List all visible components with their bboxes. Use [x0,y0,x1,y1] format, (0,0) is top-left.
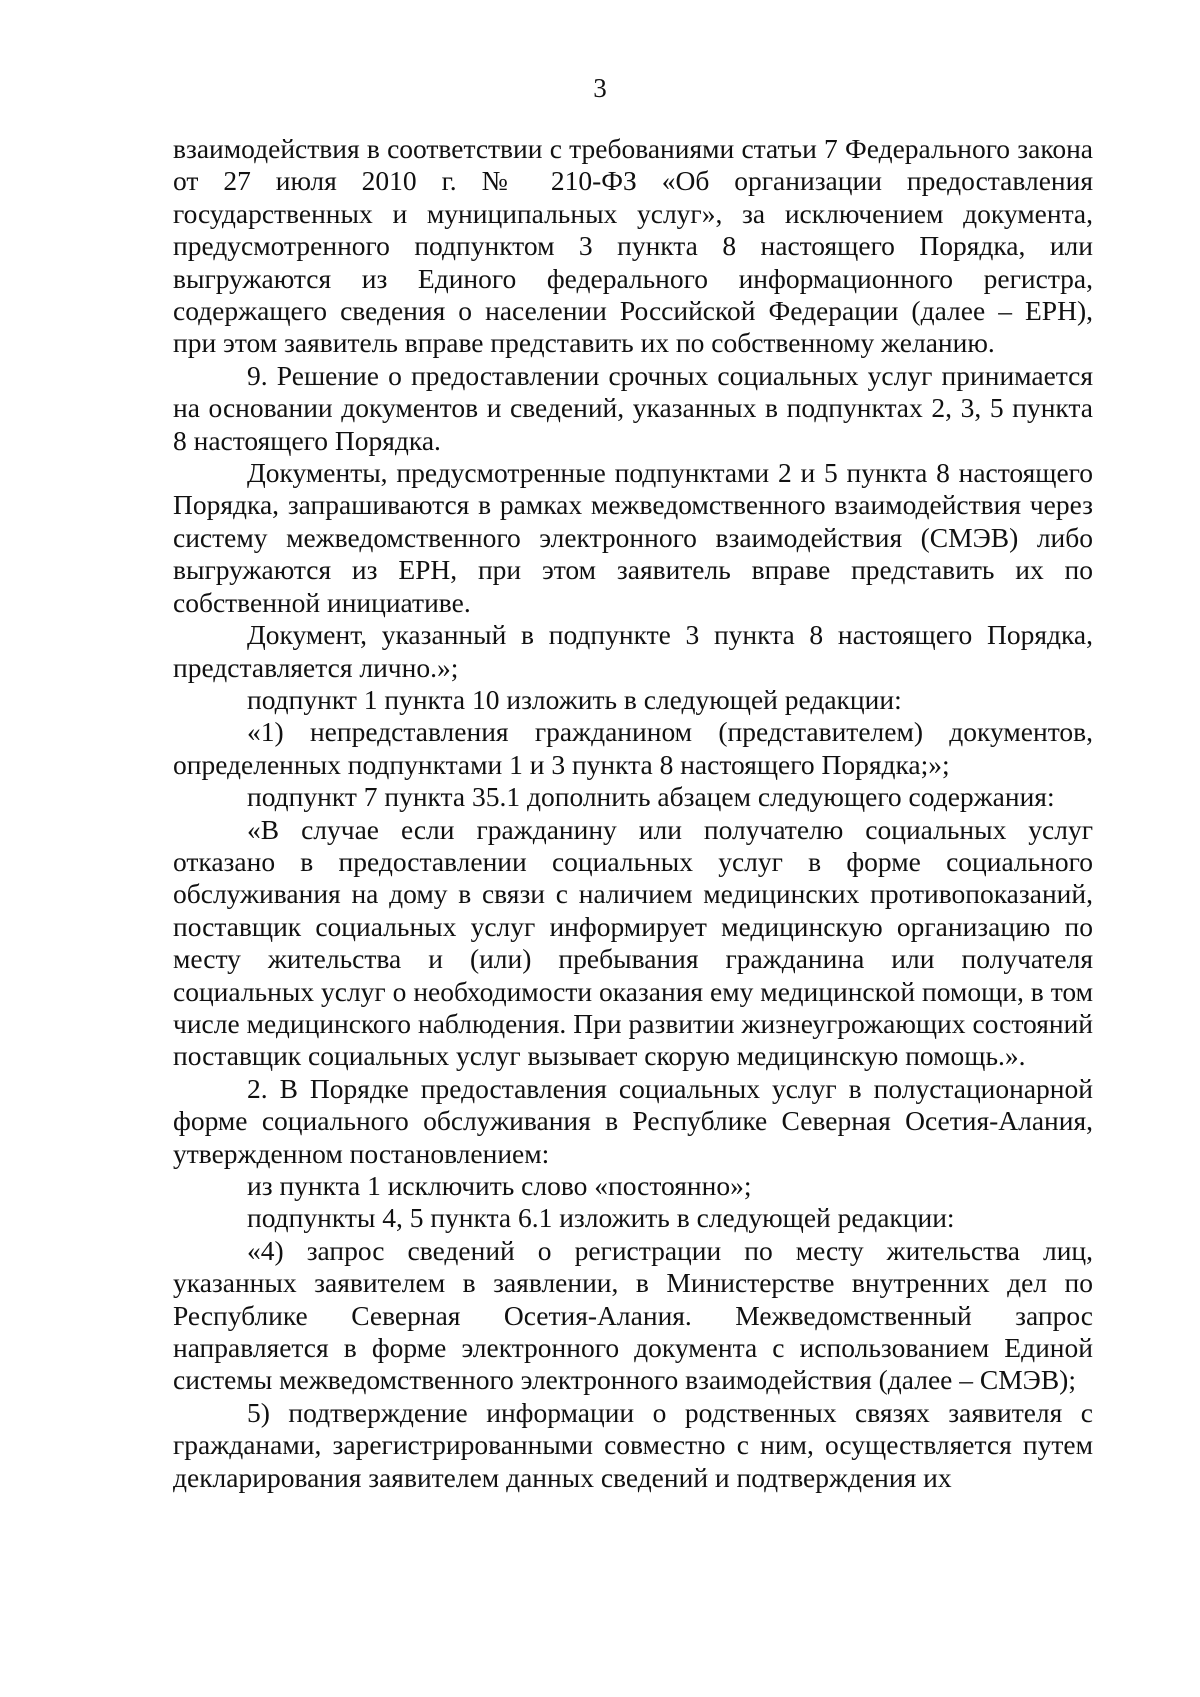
paragraph: 9. Решение о предоставлении срочных социальных услуг принимается на основании документов и сведений, указанных в подпунктах 2, 3, 5 пункта 8 настоящего Порядка. [173,359,1093,456]
paragraph: подпункт 1 пункта 10 изложить в следующей редакции: [247,683,902,715]
paragraph: 5) подтверждение информации о родственных связях заявителя с гражданами, зарегистрированными совместно с ним, осуществляется путем декларирования заявителем данных сведений и подтверждения их [173,1396,1093,1493]
paragraph: взаимодействия в соответствии с требованиями статьи 7 Федерального закона от 27 июля 2010 г. № 210-ФЗ «Об организации предоставления государственных и муниципальных услуг», за исключением документа, предусмотренного подпунктом 3 пункта 8 настоящего Порядка, или выгружаются из Единого федерального информационного регистра, содержащего сведения о населении Российской Федерации (далее – ЕРН), при этом заявитель вправе представить их по собственному желанию. [173,133,1093,359]
paragraph: из пункта 1 исключить слово «постоянно»; [247,1170,752,1201]
paragraph: подпункты 4, 5 пункта 6.1 изложить в следующей редакции: [247,1202,955,1234]
paragraph: «В случае если гражданину или получателю социальных услуг отказано в предоставлении социальных услуг в форме социального обслуживания на дому в связи с наличием медицинских противопоказаний, поставщик социальных услуг информирует медицинскую организацию по месту жительства и (или) пребывания гражданина или получателя социальных услуг о необходимости оказания ему медицинской помощи, в том числе медицинского наблюдения. При развитии жизнеугрожающих состояний поставщик социальных услуг вызывает скорую медицинскую помощь.». [173,813,1093,1072]
paragraph: «4) запрос сведений о регистрации по месту жительства лиц, указанных заявителем в заявлении, в Министерстве внутренних дел по Республике Северная Осетия-Алания. Межведомственный запрос направляется в форме электронного документа с использованием Единой системы межведомственного электронного взаимодействия (далее – СМЭВ); [173,1234,1093,1396]
page-number: 3 [593,73,607,103]
paragraph: «1) непредставления гражданином (представителем) документов, определенных подпунктами 1 и 3 пункта 8 настоящего Порядка;»; [173,716,1093,780]
paragraph: подпункт 7 пункта 35.1 дополнить абзацем следующего содержания: [247,781,1055,813]
paragraph: Документы, предусмотренные подпунктами 2 и 5 пункта 8 настоящего Порядка, запрашиваются в рамках межведомственного взаимодействия через систему межведомственного электронного взаимодействия (СМЭВ) либо выгружаются из ЕРН, при этом заявитель вправе представить их по собственной инициативе. [173,457,1093,618]
document-body [173,133,1093,1494]
paragraph: 2. В Порядке предоставления социальных услуг в полустационарной форме социального обслуживания в Республике Северная Осетия-Алания, утвержденном постановлением: [173,1072,1093,1169]
paragraph: Документ, указанный в подпункте 3 пункта 8 настоящего Порядка, представляется лично.»; [173,619,1093,683]
